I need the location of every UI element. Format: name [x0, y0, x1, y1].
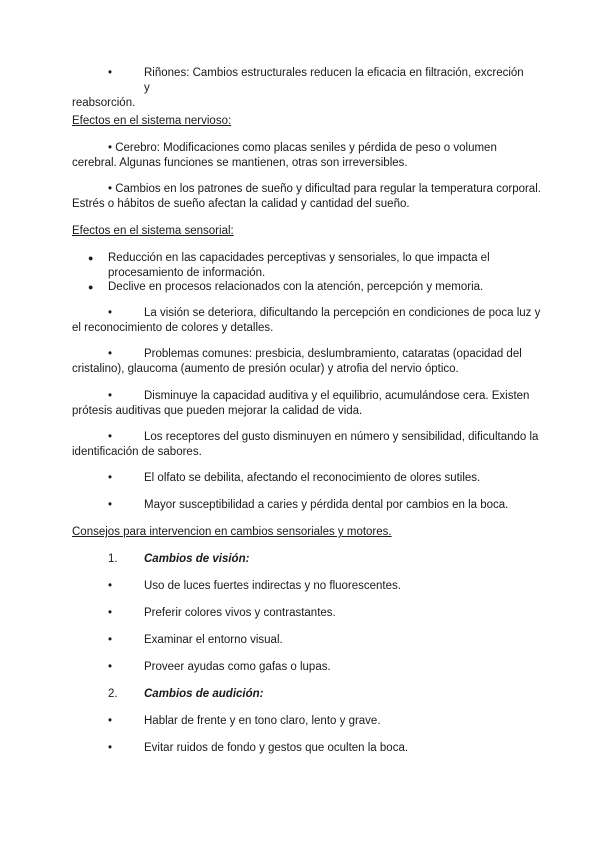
dot-line-1: Reducción en las capacidades perceptivas y sensoriales, lo que impacta el [108, 252, 490, 264]
sensory-line-1: El olfato se debilita, afectando el reconocimiento de olores sutiles. [144, 472, 481, 484]
sueno-line-1: • Cambios en los patrones de sueño y dificultad para regular la temperatura corporal. [108, 183, 541, 195]
paragraph-rinones [72, 66, 532, 111]
sensory-line-2: prótesis auditivas que pueden mejorar la calidad de vida. [72, 405, 363, 417]
sueno-line-2: Estrés o hábitos de sueño afectan la calidad y cantidad del sueño. [72, 198, 410, 210]
vision-text: Uso de luces fuertes indirectas y no fluorescentes. [144, 580, 401, 592]
sensory-item [72, 347, 542, 377]
heading-sensory-system: Efectos en el sistema sensorial: [72, 225, 234, 237]
cerebro-line-2: cerebral. Algunas funciones se mantienen, otras son irreversibles. [72, 157, 408, 169]
audicion-item [72, 714, 532, 729]
bullet-mark: • [108, 742, 113, 754]
numbered-heading-vision [72, 552, 532, 567]
heading-advice: Consejos para intervencion en cambios sensoriales y motores. [72, 526, 392, 538]
numbered-heading-audicion [72, 687, 532, 702]
sensory-line-2: el reconocimiento de colores y detalles. [72, 322, 274, 334]
dot-mark: ● [88, 253, 94, 263]
audicion-text: Evitar ruidos de fondo y gestos que oculten la boca. [144, 742, 409, 754]
vision-text: Examinar el entorno visual. [144, 634, 283, 646]
rinones-line-2: reabsorción. [72, 97, 136, 109]
number-mark: 1. [108, 553, 118, 565]
sensory-item [72, 430, 542, 460]
vision-text: Proveer ayudas como gafas o lupas. [144, 661, 331, 673]
rinones-line-1: Riñones: Cambios estructurales reducen la eficacia en filtración, excreción y [144, 67, 524, 94]
sensory-item [72, 389, 542, 419]
sensory-line-1: Problemas comunes: presbicia, deslumbramiento, cataratas (opacidad del [144, 348, 522, 360]
vision-heading: Cambios de visión: [144, 553, 250, 565]
bullet-mark: • [108, 472, 113, 484]
dot-item [72, 251, 542, 281]
bullet-mark: • [108, 634, 113, 646]
audicion-item [72, 741, 532, 756]
paragraph-cerebro [72, 141, 532, 171]
bullet-mark: • [108, 307, 113, 319]
sensory-line-1: Disminuye la capacidad auditiva y el equilibrio, acumulándose cera. Existen [144, 390, 530, 402]
sensory-line-1: Los receptores del gusto disminuyen en número y sensibilidad, dificultando la [144, 431, 539, 443]
sensory-line-1: Mayor susceptibilidad a caries y pérdida dental por cambios en la boca. [144, 499, 509, 511]
sensory-item [72, 498, 542, 513]
audicion-text: Hablar de frente y en tono claro, lento y grave. [144, 715, 381, 727]
sensory-item [72, 471, 542, 486]
paragraph-sueno [72, 182, 542, 212]
bullet-mark: • [108, 67, 113, 79]
dot-item [72, 280, 542, 295]
vision-item [72, 579, 532, 594]
sensory-line-2: cristalino), glaucoma (aumento de presión ocular) y atrofia del nervio óptico. [72, 363, 459, 375]
number-mark: 2. [108, 688, 118, 700]
heading-nervous-system: Efectos en el sistema nervioso: [72, 115, 232, 127]
vision-text: Preferir colores vivos y contrastantes. [144, 607, 336, 619]
vision-item [72, 606, 532, 621]
bullet-mark: • [108, 715, 113, 727]
bullet-mark: • [108, 661, 113, 673]
dot-line-2: procesamiento de información. [108, 267, 266, 279]
sensory-item [72, 306, 542, 336]
bullet-mark: • [108, 580, 113, 592]
bullet-mark: • [108, 607, 113, 619]
sensory-line-2: identificación de sabores. [72, 446, 202, 458]
dot-line-1: Declive en procesos relacionados con la atención, percepción y memoria. [108, 281, 484, 293]
bullet-mark: • [108, 348, 113, 360]
bullet-mark: • [108, 390, 113, 402]
bullet-mark: • [108, 431, 113, 443]
cerebro-line-1: • Cerebro: Modificaciones como placas seniles y pérdida de peso o volumen [108, 142, 497, 154]
bullet-mark: • [108, 499, 113, 511]
dot-mark: ● [88, 282, 94, 292]
sensory-line-1: La visión se deteriora, dificultando la percepción en condiciones de poca luz y [144, 307, 541, 319]
vision-item [72, 660, 532, 675]
vision-item [72, 633, 532, 648]
audicion-heading: Cambios de audición: [144, 688, 264, 700]
